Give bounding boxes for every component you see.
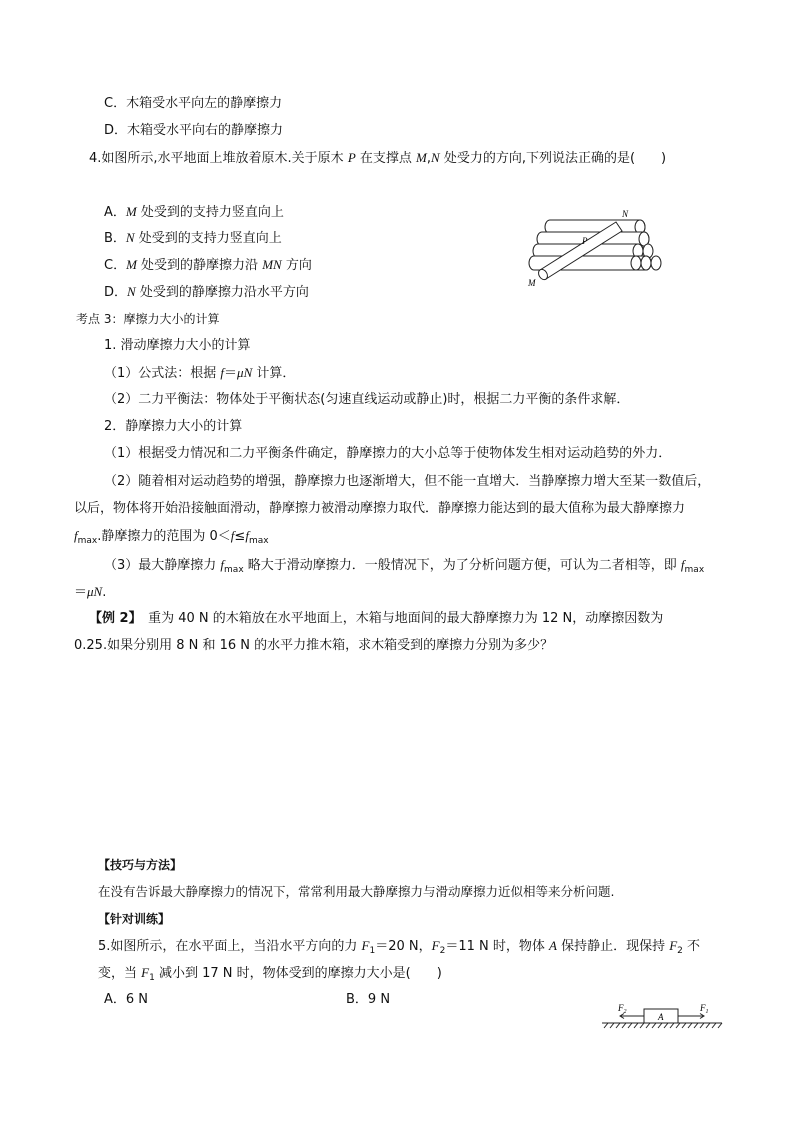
- q5-line2: 变，当 $F_1$ 减小到 17 N 时，物体受到的摩擦力大小是( ): [98, 965, 442, 983]
- label-a: A: [658, 1012, 664, 1022]
- tips-text: 在没有告诉最大静摩擦力的情况下，常常利用最大静摩擦力与滑动摩擦力近似相等来分析问题.: [98, 884, 615, 899]
- q4-option-b: B．N 处受到的支持力竖直向上: [104, 230, 282, 246]
- para-static-2-line2: 以后，物体将开始沿接触面滑动，静摩擦力被滑动摩擦力取代．静摩擦力能达到的最大值称为最大静摩擦力: [74, 501, 686, 516]
- logs-figure: [520, 200, 670, 292]
- para-formula: （1）公式法：根据 f＝μN 计算．: [104, 365, 296, 381]
- q5-option-a: A．6 N: [104, 992, 149, 1007]
- example2-line2: 0.25.如果分别用 8 N 和 16 N 的水平力推木箱，求木箱受到的摩擦力分别为多少？: [74, 638, 554, 653]
- example2-line1: 【例 2】 重为 40 N 的木箱放在水平地面上，木箱与地面间的最大静摩擦力为 12 N，动摩擦因数为: [89, 611, 664, 626]
- subheading-sliding: 1. 滑动摩擦力大小的计算: [104, 338, 251, 353]
- para-balance: （2）二力平衡法：物体处于平衡状态(匀速直线运动或静止)时，根据二力平衡的条件求解．: [104, 392, 630, 407]
- q5-option-b: B．9 N: [346, 992, 391, 1007]
- para-max-line2: ＝μN.: [74, 584, 107, 600]
- tips-title: 【技巧与方法】: [98, 858, 183, 872]
- para-static-1: （1）根据受力情况和二力平衡条件确定，静摩擦力的大小总等于使物体发生相对运动趋势的外力．: [104, 446, 672, 461]
- label-n: N: [622, 209, 629, 219]
- label-f1: $F_1$: [700, 1003, 709, 1015]
- subheading-static: 2．静摩擦力大小的计算: [104, 419, 243, 434]
- q3-option-d: D．木箱受水平向右的静摩擦力: [104, 123, 284, 138]
- q4-option-a: A．M 处受到的支持力竖直向上: [104, 204, 284, 220]
- label-f2: $F_2$: [618, 1003, 627, 1015]
- para-static-2-line3: $f_{max}$.静摩擦力的范围为 $0<f\le f_{max}$: [74, 528, 269, 546]
- q3-option-c: C．木箱受水平向左的静摩擦力: [104, 96, 283, 111]
- section-title: 考点 3：摩擦力大小的计算: [76, 312, 220, 326]
- label-m: M: [528, 278, 536, 288]
- q4-stem: 4.如图所示,水平地面上堆放着原木.关于原木 P 在支撑点 M,N 处受力的方向,下列说法正确的是( ): [89, 150, 667, 166]
- para-max-line1: （3）最大静摩擦力 $f_{max}$ 略大于滑动摩擦力．一般情况下，为了分析问题方便，可认为二者相等，即 $f_{max}$: [104, 557, 705, 575]
- label-p: P: [582, 236, 588, 246]
- q5-line1: 5.如图所示，在水平面上，当沿水平方向的力 $F_1=20$ N，$F_2=11$ N 时，物体 A 保持静止．现保持 $F_2$ 不: [98, 938, 701, 956]
- block-figure: [598, 998, 726, 1032]
- para-static-2-line1: （2）随着相对运动趋势的增强，静摩擦力也逐渐增大，但不能一直增大．当静摩擦力增大至某一数值后，: [104, 474, 711, 489]
- q4-option-c: C．M 处受到的静摩擦力沿 MN 方向: [104, 257, 312, 273]
- training-title: 【针对训练】: [98, 912, 171, 926]
- q4-option-d: D．N 处受到的静摩擦力沿水平方向: [104, 284, 309, 300]
